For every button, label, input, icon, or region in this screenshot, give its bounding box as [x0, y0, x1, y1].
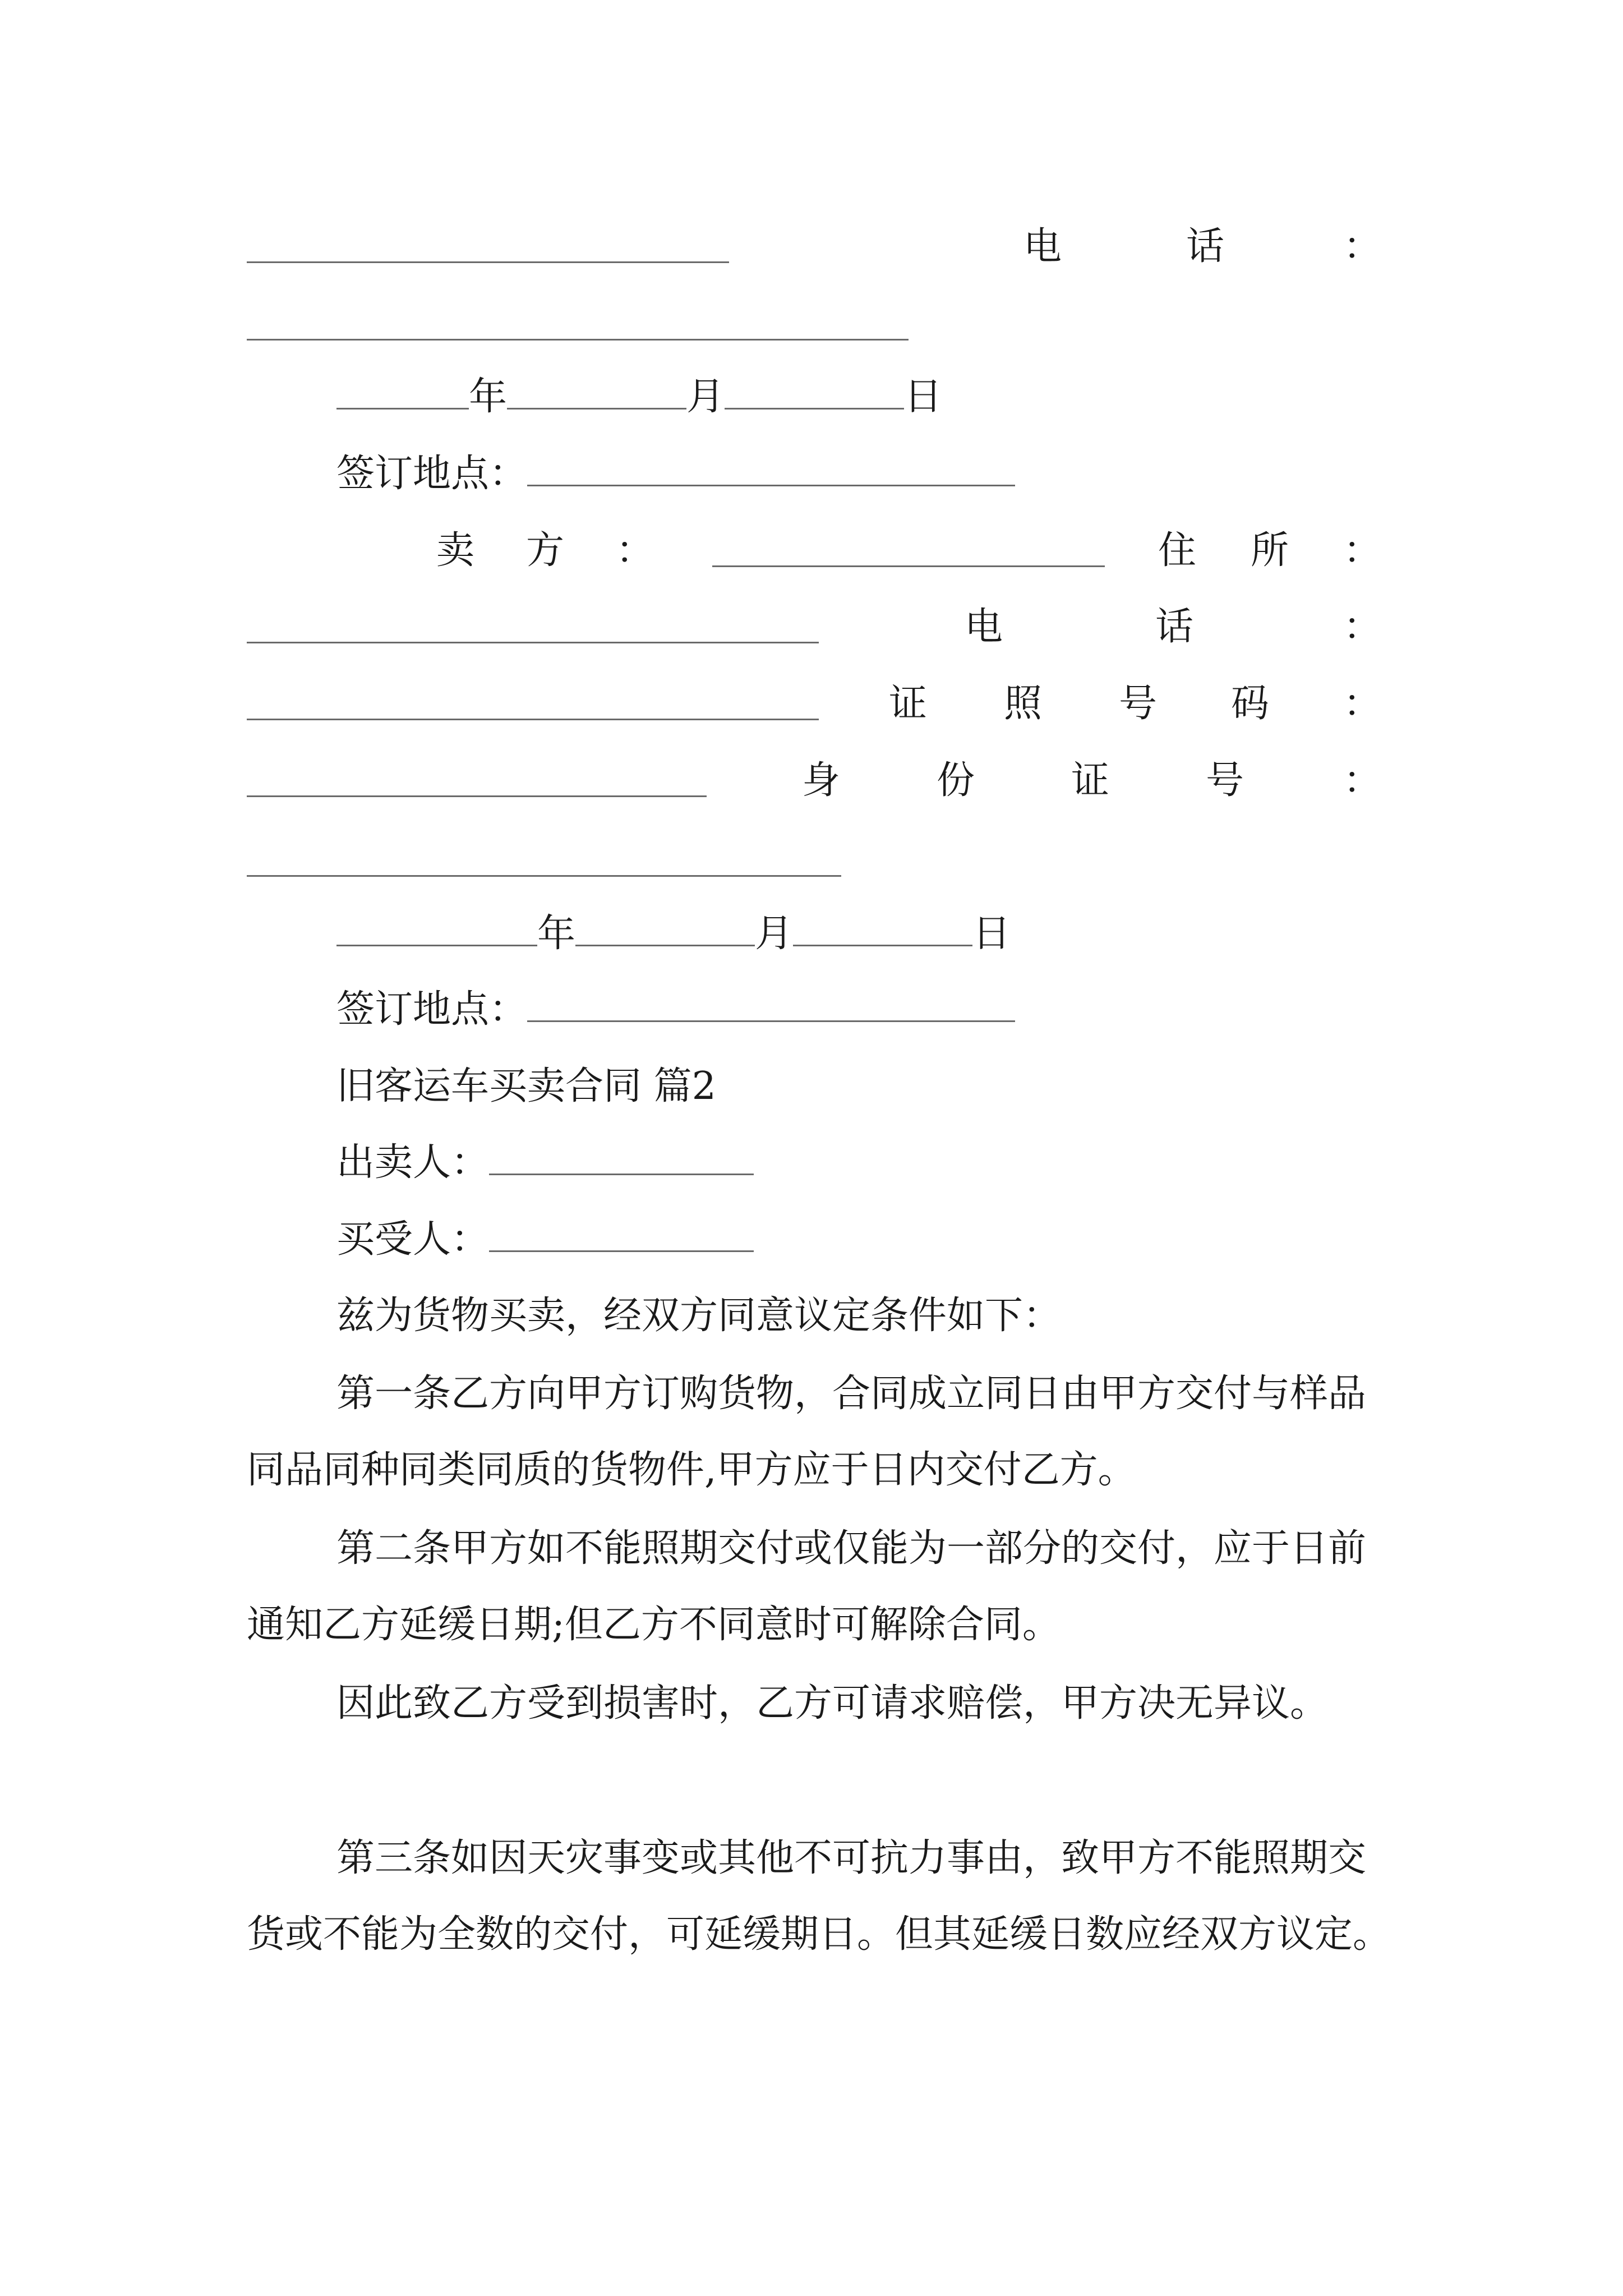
seller-row [247, 528, 1380, 573]
seller-blank [712, 565, 1105, 567]
label-char: 份 [937, 758, 975, 803]
date-row-1 [336, 375, 942, 420]
day-label: 日 [972, 912, 1011, 956]
label-char: 照 [1004, 682, 1043, 726]
label-char: 证 [1071, 758, 1110, 803]
month-blank [507, 375, 686, 409]
seller-name-row [336, 1140, 754, 1185]
article-2 [247, 1511, 1391, 1663]
phone-blank-line [247, 339, 909, 341]
label-char: 身 [802, 758, 841, 803]
article-2b [247, 1665, 1391, 1742]
blank-line [247, 261, 729, 263]
month-label: 月 [686, 375, 725, 419]
license-row [247, 682, 1380, 726]
day-blank [793, 912, 972, 946]
label-char: 卖 [436, 528, 475, 573]
label-char: 号 [1119, 682, 1158, 726]
blank-line [247, 719, 819, 720]
sign-place-label: 签订地点： [336, 452, 528, 496]
year-blank [336, 912, 537, 946]
id-blank-line [247, 875, 841, 877]
article-3 [247, 1820, 1391, 1973]
article-1-text: 第一条乙方向甲方订购货物，合同成立同日由甲方交付与样品同品同种同类同质的货物件,甲方应于日内交付乙方。 [247, 1372, 1367, 1492]
sign-place-row-1 [336, 452, 1015, 496]
label-char: 话 [1155, 605, 1194, 649]
seller-label: 出卖人： [336, 1140, 490, 1185]
article-2b-text: 因此致乙方受到损害时，乙方可请求赔偿，甲方决无异议。 [336, 1681, 1329, 1726]
label-char: 方 [526, 528, 565, 573]
sign-place-blank [527, 988, 1015, 1022]
label-char: 码 [1231, 682, 1270, 726]
phone-row-1 [247, 224, 1380, 269]
month-blank [575, 912, 755, 946]
label-char: 话 [1186, 224, 1225, 269]
article-1 [247, 1356, 1391, 1508]
section-title: 旧客运车买卖合同 篇2 [336, 1064, 716, 1108]
label-char: 住 [1158, 528, 1197, 573]
label-char: 电 [1023, 224, 1062, 269]
day-blank [725, 375, 904, 409]
label-char: ： [1343, 528, 1382, 573]
id-row [247, 758, 1380, 803]
buyer-label: 买受人： [336, 1217, 490, 1262]
label-char: ： [1343, 224, 1382, 269]
seller-name-blank [489, 1141, 754, 1175]
intro-text: 兹为货物买卖，经双方同意议定条件如下： [336, 1294, 1062, 1338]
label-char: ： [1343, 682, 1382, 726]
article-2-text: 第二条甲方如不能照期交付或仅能为一部分的交付，应于日前通知乙方延缓日期;但乙方不同意时可解除合同。 [247, 1526, 1367, 1647]
blank-line [247, 795, 707, 797]
label-char: 证 [889, 682, 928, 726]
blank-line [247, 642, 819, 643]
label-char: 电 [965, 605, 1003, 649]
year-label: 年 [537, 912, 576, 956]
year-blank [336, 375, 469, 409]
label-char: ： [1343, 605, 1382, 649]
label-char: 所 [1251, 528, 1289, 573]
date-row-2 [336, 912, 1011, 956]
month-label: 月 [755, 912, 794, 956]
buyer-name-row [336, 1217, 754, 1262]
sign-place-blank [527, 452, 1015, 486]
day-label: 日 [904, 375, 943, 419]
sign-place-label: 签订地点： [336, 987, 528, 1032]
label-char: ： [1343, 758, 1382, 803]
label-char: 号 [1206, 758, 1244, 803]
buyer-name-blank [489, 1218, 754, 1252]
article-3-text: 第三条如因天灾事变或其他不可抗力事由，致甲方不能照期交货或不能为全数的交付，可延缓期日。但其延缓日数应经双方议定。 [247, 1836, 1391, 1957]
label-char: ： [616, 528, 654, 573]
sign-place-row-2 [336, 987, 1015, 1032]
year-label: 年 [469, 375, 508, 419]
phone-row-2 [247, 605, 1380, 650]
